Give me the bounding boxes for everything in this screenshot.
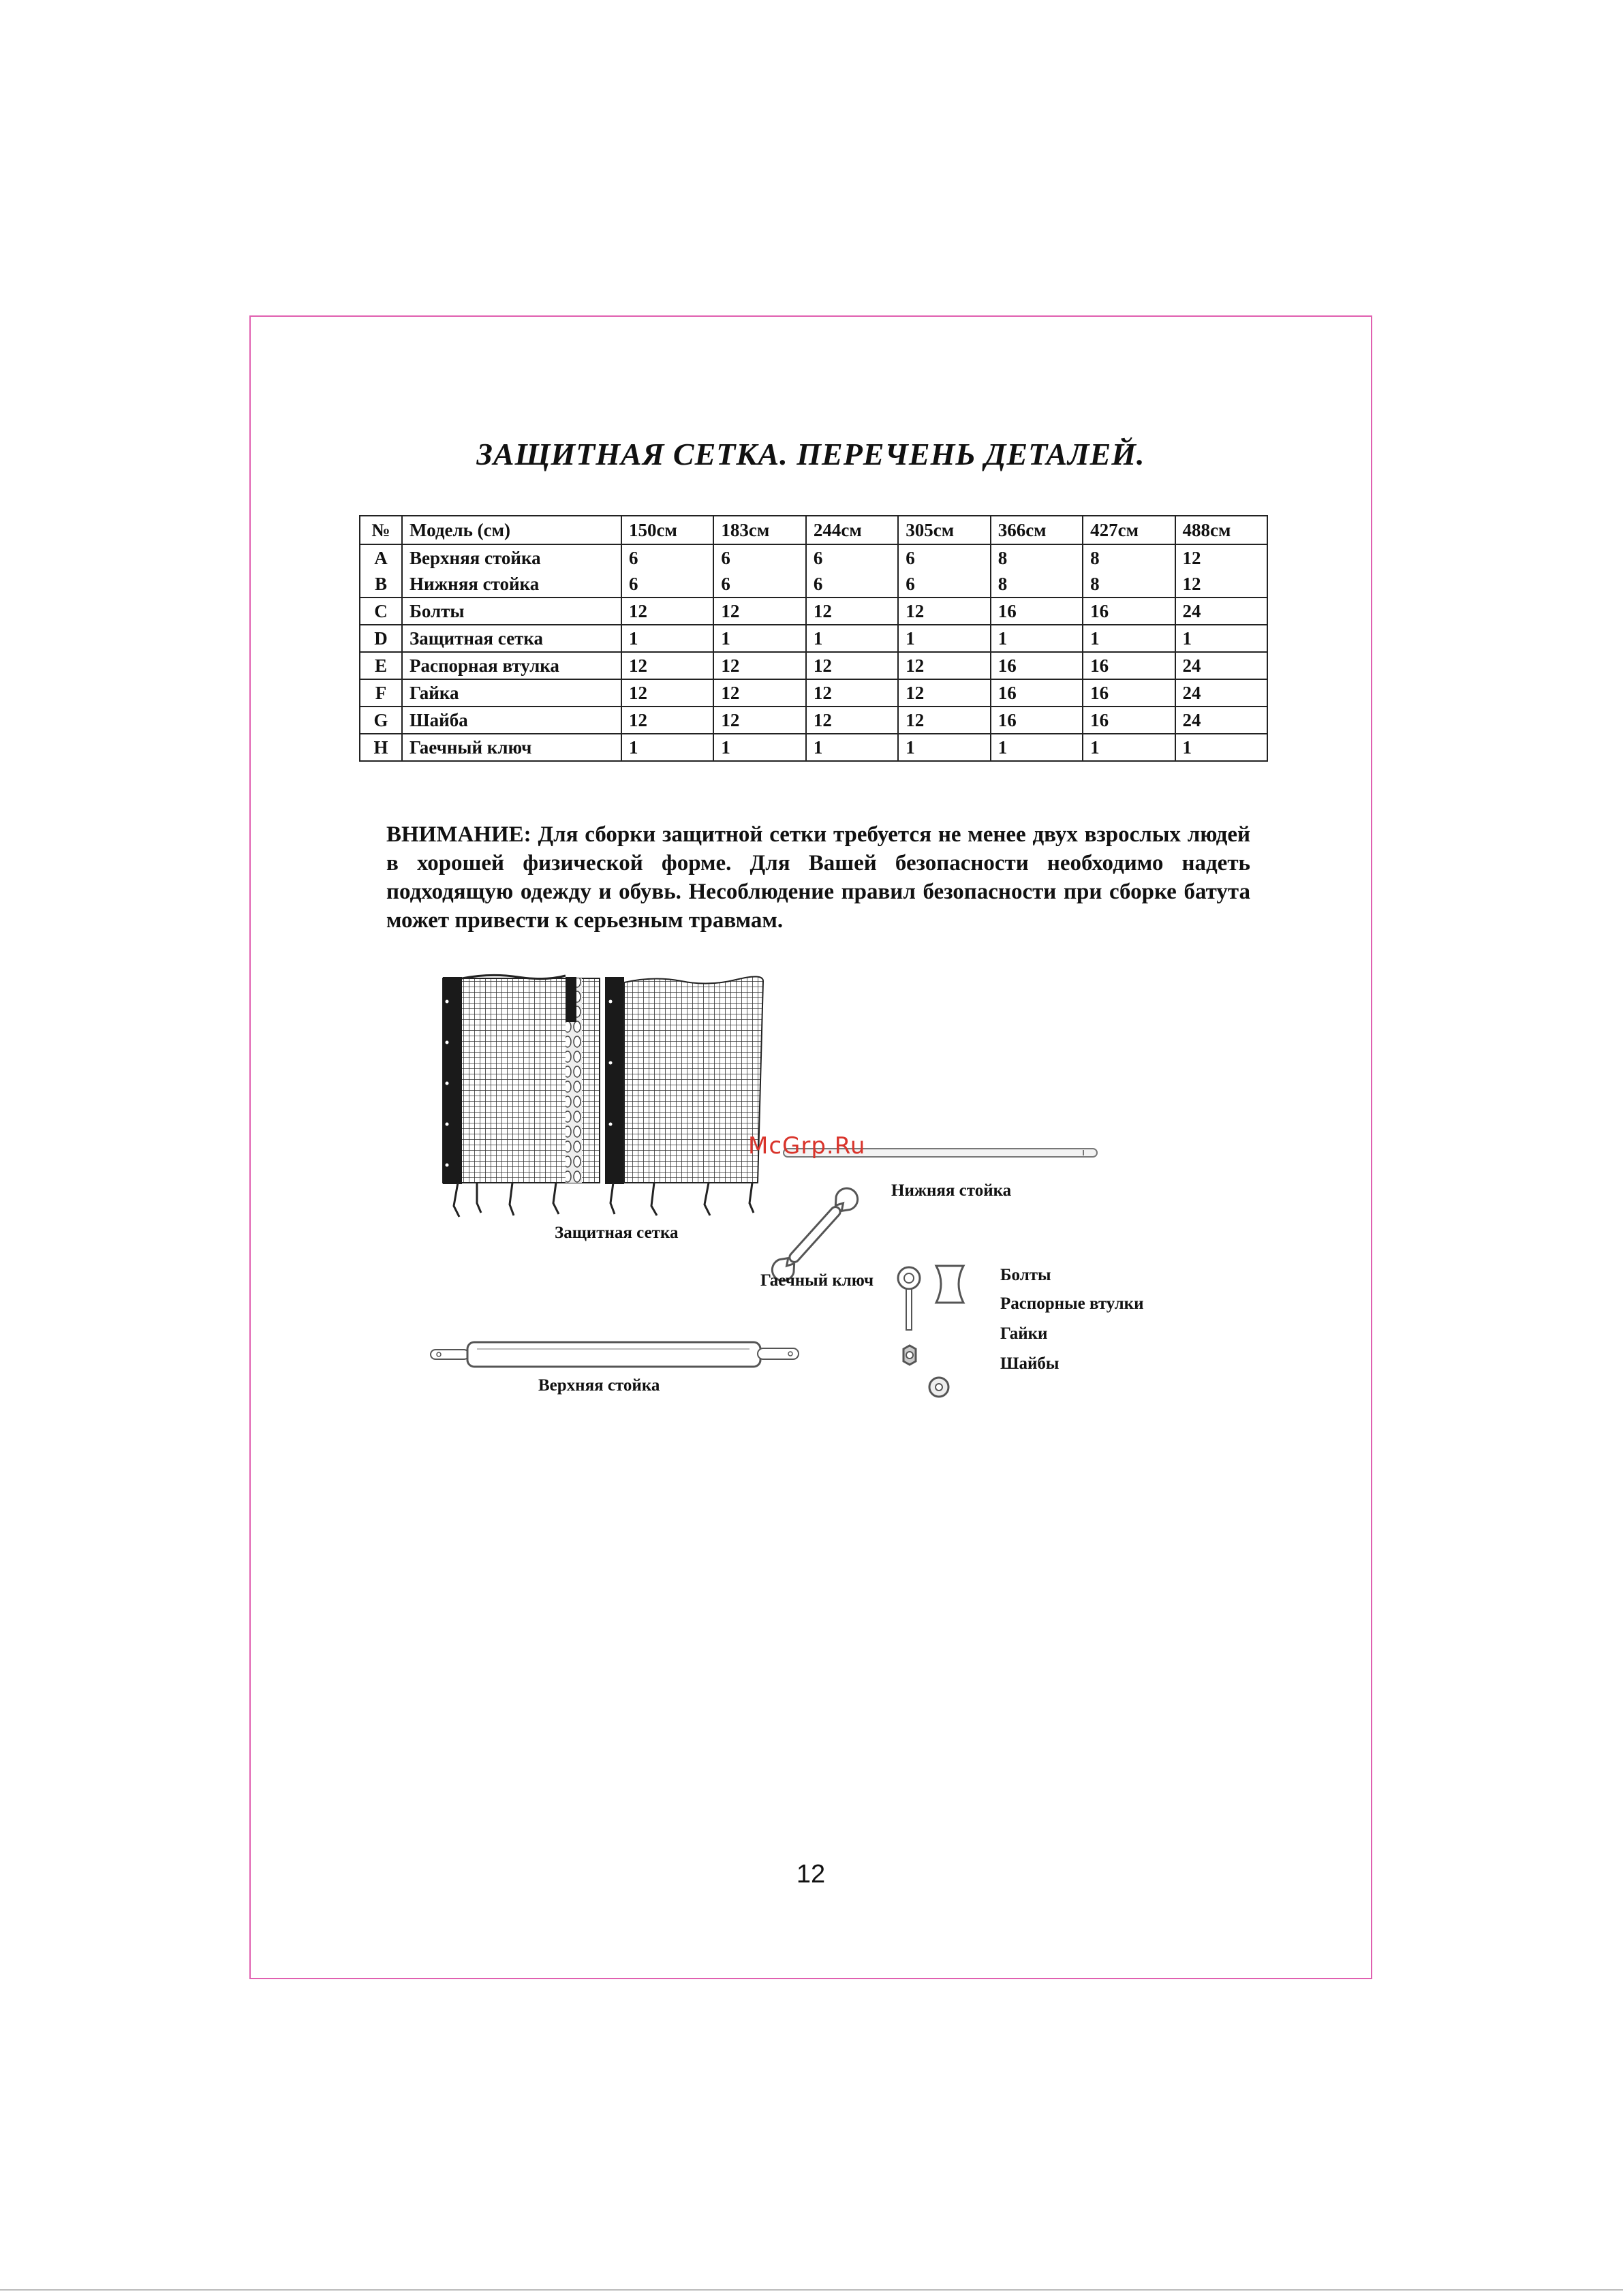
table-cell: A <box>360 544 402 571</box>
table-cell: Гаечный ключ <box>402 734 621 761</box>
table-cell: 1 <box>1083 734 1175 761</box>
label-upper-pole: Верхняя стойка <box>538 1376 660 1395</box>
table-cell: 16 <box>1083 679 1175 707</box>
table-cell: 1 <box>806 734 898 761</box>
table-cell: 1 <box>621 625 713 652</box>
label-washers: Шайбы <box>1000 1354 1060 1373</box>
table-row <box>360 652 1267 679</box>
col-header-number: № <box>360 516 402 544</box>
table-cell: 12 <box>621 598 713 625</box>
table-cell: 1 <box>991 625 1083 652</box>
table-cell: 1 <box>898 734 990 761</box>
col-header-488: 488см <box>1175 516 1267 544</box>
table-cell: 12 <box>806 652 898 679</box>
col-header-305: 305см <box>898 516 990 544</box>
table-cell: 16 <box>991 652 1083 679</box>
table-cell: 16 <box>991 598 1083 625</box>
page-title: ЗАЩИТНАЯ СЕТКА. ПЕРЕЧЕНЬ ДЕТАЛЕЙ. <box>476 437 1145 471</box>
table-cell: D <box>360 625 402 652</box>
col-header-183: 183см <box>713 516 805 544</box>
col-header-244: 244см <box>806 516 898 544</box>
table-cell: Защитная сетка <box>402 625 621 652</box>
col-header-150: 150см <box>621 516 713 544</box>
table-cell: 12 <box>806 679 898 707</box>
col-header-427: 427см <box>1083 516 1175 544</box>
table-cell: Гайка <box>402 679 621 707</box>
table-cell: 8 <box>991 571 1083 598</box>
table-cell: 6 <box>713 571 805 598</box>
table-cell: F <box>360 679 402 707</box>
table-cell: 1 <box>621 734 713 761</box>
table-cell: 24 <box>1175 598 1267 625</box>
table-cell: Нижняя стойка <box>402 571 621 598</box>
parts-table <box>359 515 1268 762</box>
table-cell: 12 <box>1175 571 1267 598</box>
table-cell: 16 <box>991 707 1083 734</box>
table-row <box>360 598 1267 625</box>
table-cell: Распорная втулка <box>402 652 621 679</box>
table-cell: 12 <box>898 652 990 679</box>
col-header-model: Модель (см) <box>402 516 621 544</box>
table-cell: 1 <box>806 625 898 652</box>
table-cell: 12 <box>713 679 805 707</box>
table-cell: 6 <box>898 544 990 571</box>
table-cell: C <box>360 598 402 625</box>
table-cell: 1 <box>1083 625 1175 652</box>
table-cell: 12 <box>898 679 990 707</box>
table-row <box>360 707 1267 734</box>
table-row <box>360 625 1267 652</box>
table-row <box>360 571 1267 598</box>
warning-paragraph: ВНИМАНИЕ: Для сборки защитной сетки требуется не менее двух взрослых людей в хорошей физической форме. Для Вашей безопасности необходимо надеть подходящую одежду и обувь. Несоблюдение правил безопасности при сборке батута может привести к серьезным травмам. <box>386 822 1250 933</box>
table-cell: 12 <box>898 707 990 734</box>
table-cell: B <box>360 571 402 598</box>
table-cell: 24 <box>1175 707 1267 734</box>
table-cell: 12 <box>806 707 898 734</box>
table-cell: 12 <box>713 707 805 734</box>
table-cell: 6 <box>806 571 898 598</box>
table-cell: 12 <box>898 598 990 625</box>
table-cell: Болты <box>402 598 621 625</box>
table-row <box>360 734 1267 761</box>
label-spacers: Распорные втулки <box>1000 1294 1144 1313</box>
table-cell: 16 <box>1083 598 1175 625</box>
table-cell: H <box>360 734 402 761</box>
table-cell: Шайба <box>402 707 621 734</box>
table-cell: 24 <box>1175 679 1267 707</box>
footer-line <box>0 2289 1623 2291</box>
table-row <box>360 679 1267 707</box>
table-cell: 1 <box>1175 625 1267 652</box>
table-cell: 12 <box>621 652 713 679</box>
table-cell: 8 <box>1083 571 1175 598</box>
table-header-row <box>360 516 1267 544</box>
table-cell: 1 <box>898 625 990 652</box>
label-lower-pole: Нижняя стойка <box>891 1181 1012 1200</box>
table-cell: 12 <box>713 598 805 625</box>
table-cell: 16 <box>1083 652 1175 679</box>
label-net: Защитная сетка <box>555 1224 679 1242</box>
table-cell: 1 <box>1175 734 1267 761</box>
table-cell: 6 <box>621 571 713 598</box>
table-cell: E <box>360 652 402 679</box>
upper-pole-illustration <box>0 0 1 1</box>
table-cell: 6 <box>621 544 713 571</box>
table-cell: 6 <box>898 571 990 598</box>
table-cell: Верхняя стойка <box>402 544 621 571</box>
page-number: 12 <box>796 1860 826 1889</box>
label-wrench: Гаечный ключ <box>760 1271 874 1290</box>
table-cell: 1 <box>713 625 805 652</box>
table-cell: 16 <box>991 679 1083 707</box>
table-cell: 6 <box>713 544 805 571</box>
table-cell: 12 <box>806 598 898 625</box>
table-cell: 24 <box>1175 652 1267 679</box>
label-bolts: Болты <box>1000 1266 1051 1284</box>
col-header-366: 366см <box>991 516 1083 544</box>
table-cell: 1 <box>713 734 805 761</box>
table-cell: 16 <box>1083 707 1175 734</box>
table-cell: 8 <box>991 544 1083 571</box>
watermark: McGrp.Ru <box>748 1132 866 1160</box>
table-cell: 8 <box>1083 544 1175 571</box>
table-cell: 6 <box>806 544 898 571</box>
table-cell: 12 <box>713 652 805 679</box>
table-cell: 12 <box>621 707 713 734</box>
table-cell: 1 <box>991 734 1083 761</box>
table-cell: 12 <box>1175 544 1267 571</box>
table-cell: G <box>360 707 402 734</box>
table-cell: 12 <box>621 679 713 707</box>
table-row <box>360 544 1267 571</box>
label-nuts: Гайки <box>1000 1324 1048 1343</box>
